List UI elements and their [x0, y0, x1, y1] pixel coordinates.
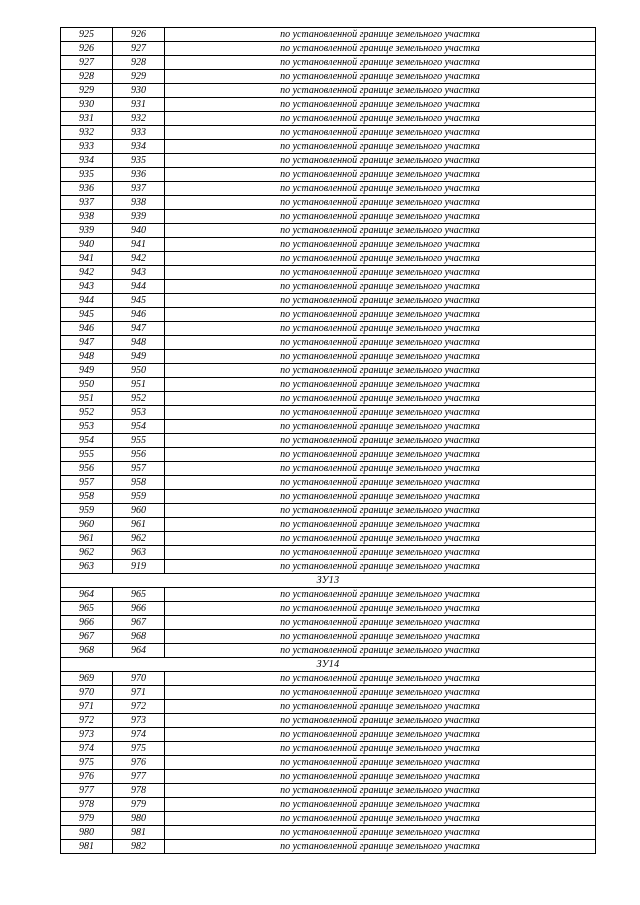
table-row — [61, 672, 596, 686]
table-row — [61, 616, 596, 630]
point-from-cell: 963 — [61, 560, 113, 574]
point-to-cell: 932 — [113, 112, 165, 126]
boundary-description-cell: по установленной границе земельного участка — [165, 812, 596, 826]
point-to-cell: 946 — [113, 308, 165, 322]
boundary-description-cell: по установленной границе земельного участка — [165, 490, 596, 504]
point-from-cell: 930 — [61, 98, 113, 112]
point-from-cell: 946 — [61, 322, 113, 336]
table-row — [61, 196, 596, 210]
table-row — [61, 224, 596, 238]
table-row — [61, 392, 596, 406]
boundary-description-cell: по установленной границе земельного участка — [165, 756, 596, 770]
boundary-description-cell: по установленной границе земельного участка — [165, 238, 596, 252]
boundary-description-cell: по установленной границе земельного участка — [165, 602, 596, 616]
point-from-cell: 979 — [61, 812, 113, 826]
point-to-cell: 971 — [113, 686, 165, 700]
point-to-cell: 978 — [113, 784, 165, 798]
table-row — [61, 154, 596, 168]
point-to-cell: 970 — [113, 672, 165, 686]
boundary-description-cell: по установленной границе земельного участка — [165, 462, 596, 476]
point-to-cell: 952 — [113, 392, 165, 406]
boundary-table — [60, 27, 596, 854]
table-row — [61, 532, 596, 546]
point-from-cell: 926 — [61, 42, 113, 56]
point-to-cell: 966 — [113, 602, 165, 616]
table-row — [61, 182, 596, 196]
boundary-description-cell: по установленной границе земельного участка — [165, 126, 596, 140]
boundary-description-cell: по установленной границе земельного участка — [165, 28, 596, 42]
point-from-cell: 928 — [61, 70, 113, 84]
boundary-description-cell: по установленной границе земельного участка — [165, 420, 596, 434]
point-to-cell: 933 — [113, 126, 165, 140]
point-from-cell: 941 — [61, 252, 113, 266]
point-from-cell: 957 — [61, 476, 113, 490]
point-from-cell: 929 — [61, 84, 113, 98]
boundary-description-cell: по установленной границе земельного участка — [165, 154, 596, 168]
boundary-description-cell: по установленной границе земельного участка — [165, 392, 596, 406]
boundary-description-cell: по установленной границе земельного участка — [165, 728, 596, 742]
table-row — [61, 504, 596, 518]
table-row — [61, 280, 596, 294]
boundary-description-cell: по установленной границе земельного участка — [165, 714, 596, 728]
point-to-cell: 937 — [113, 182, 165, 196]
table-row — [61, 210, 596, 224]
boundary-description-cell: по установленной границе земельного участка — [165, 182, 596, 196]
point-from-cell: 942 — [61, 266, 113, 280]
point-from-cell: 948 — [61, 350, 113, 364]
point-from-cell: 967 — [61, 630, 113, 644]
point-from-cell: 966 — [61, 616, 113, 630]
boundary-description-cell: по установленной границе земельного участка — [165, 616, 596, 630]
point-to-cell: 938 — [113, 196, 165, 210]
table-row — [61, 98, 596, 112]
table-row — [61, 840, 596, 854]
table-row — [61, 728, 596, 742]
point-from-cell: 925 — [61, 28, 113, 42]
boundary-description-cell: по установленной границе земельного участка — [165, 266, 596, 280]
table-row — [61, 168, 596, 182]
table-row — [61, 490, 596, 504]
point-to-cell: 957 — [113, 462, 165, 476]
table-row — [61, 826, 596, 840]
table-row — [61, 714, 596, 728]
boundary-description-cell: по установленной границе земельного участка — [165, 448, 596, 462]
point-to-cell: 958 — [113, 476, 165, 490]
point-from-cell: 961 — [61, 532, 113, 546]
boundary-description-cell: по установленной границе земельного участка — [165, 168, 596, 182]
point-to-cell: 944 — [113, 280, 165, 294]
point-to-cell: 955 — [113, 434, 165, 448]
boundary-description-cell: по установленной границе земельного участка — [165, 476, 596, 490]
table-row — [61, 546, 596, 560]
point-to-cell: 945 — [113, 294, 165, 308]
point-to-cell: 948 — [113, 336, 165, 350]
table-row — [61, 770, 596, 784]
section-title: ЗУ14 — [61, 658, 596, 672]
point-from-cell: 950 — [61, 378, 113, 392]
point-to-cell: 927 — [113, 42, 165, 56]
section-header-row — [61, 574, 596, 588]
point-from-cell: 945 — [61, 308, 113, 322]
table-row — [61, 364, 596, 378]
table-row — [61, 798, 596, 812]
boundary-description-cell: по установленной границе земельного участка — [165, 56, 596, 70]
point-from-cell: 951 — [61, 392, 113, 406]
point-from-cell: 940 — [61, 238, 113, 252]
point-from-cell: 978 — [61, 798, 113, 812]
boundary-description-cell: по установленной границе земельного участка — [165, 84, 596, 98]
table-row — [61, 420, 596, 434]
point-from-cell: 974 — [61, 742, 113, 756]
boundary-description-cell: по установленной границе земельного участка — [165, 112, 596, 126]
boundary-description-cell: по установленной границе земельного участка — [165, 224, 596, 238]
point-to-cell: 926 — [113, 28, 165, 42]
table-row — [61, 560, 596, 574]
table-row — [61, 462, 596, 476]
point-from-cell: 949 — [61, 364, 113, 378]
point-to-cell: 973 — [113, 714, 165, 728]
table-row — [61, 336, 596, 350]
table-row — [61, 28, 596, 42]
table-row — [61, 602, 596, 616]
table-row — [61, 644, 596, 658]
point-to-cell: 959 — [113, 490, 165, 504]
point-to-cell: 965 — [113, 588, 165, 602]
point-to-cell: 967 — [113, 616, 165, 630]
point-to-cell: 977 — [113, 770, 165, 784]
boundary-description-cell: по установленной границе земельного участка — [165, 798, 596, 812]
point-to-cell: 972 — [113, 700, 165, 714]
point-from-cell: 956 — [61, 462, 113, 476]
point-from-cell: 960 — [61, 518, 113, 532]
point-from-cell: 927 — [61, 56, 113, 70]
point-to-cell: 964 — [113, 644, 165, 658]
boundary-description-cell: по установленной границе земельного участка — [165, 644, 596, 658]
boundary-description-cell: по установленной границе земельного участка — [165, 826, 596, 840]
table-row — [61, 112, 596, 126]
point-to-cell: 929 — [113, 70, 165, 84]
table-row — [61, 588, 596, 602]
point-from-cell: 970 — [61, 686, 113, 700]
point-to-cell: 979 — [113, 798, 165, 812]
point-to-cell: 953 — [113, 406, 165, 420]
point-from-cell: 962 — [61, 546, 113, 560]
point-to-cell: 954 — [113, 420, 165, 434]
boundary-description-cell: по установленной границе земельного участка — [165, 630, 596, 644]
point-to-cell: 960 — [113, 504, 165, 518]
table-row — [61, 476, 596, 490]
table-row — [61, 700, 596, 714]
boundary-description-cell: по установленной границе земельного участка — [165, 518, 596, 532]
point-to-cell: 935 — [113, 154, 165, 168]
point-from-cell: 964 — [61, 588, 113, 602]
point-from-cell: 980 — [61, 826, 113, 840]
point-from-cell: 981 — [61, 840, 113, 854]
boundary-description-cell: по установленной границе земельного участка — [165, 140, 596, 154]
boundary-description-cell: по установленной границе земельного участка — [165, 378, 596, 392]
point-from-cell: 939 — [61, 224, 113, 238]
point-from-cell: 972 — [61, 714, 113, 728]
boundary-description-cell: по установленной границе земельного участка — [165, 686, 596, 700]
point-to-cell: 931 — [113, 98, 165, 112]
point-to-cell: 961 — [113, 518, 165, 532]
point-to-cell: 963 — [113, 546, 165, 560]
boundary-description-cell: по установленной границе земельного участка — [165, 588, 596, 602]
point-from-cell: 952 — [61, 406, 113, 420]
point-to-cell: 942 — [113, 252, 165, 266]
boundary-description-cell: по установленной границе земельного участка — [165, 70, 596, 84]
table-row — [61, 252, 596, 266]
table-row — [61, 266, 596, 280]
boundary-description-cell: по установленной границе земельного участка — [165, 840, 596, 854]
table-row — [61, 686, 596, 700]
point-to-cell: 936 — [113, 168, 165, 182]
boundary-description-cell: по установленной границе земельного участка — [165, 546, 596, 560]
table-row — [61, 322, 596, 336]
table-row — [61, 140, 596, 154]
table-row — [61, 448, 596, 462]
table-row — [61, 84, 596, 98]
point-to-cell: 981 — [113, 826, 165, 840]
point-from-cell: 953 — [61, 420, 113, 434]
point-from-cell: 934 — [61, 154, 113, 168]
table-row — [61, 434, 596, 448]
point-to-cell: 962 — [113, 532, 165, 546]
point-from-cell: 933 — [61, 140, 113, 154]
point-to-cell: 930 — [113, 84, 165, 98]
table-row — [61, 630, 596, 644]
point-from-cell: 958 — [61, 490, 113, 504]
point-from-cell: 944 — [61, 294, 113, 308]
point-from-cell: 947 — [61, 336, 113, 350]
point-to-cell: 975 — [113, 742, 165, 756]
point-from-cell: 968 — [61, 644, 113, 658]
point-to-cell: 956 — [113, 448, 165, 462]
boundary-description-cell: по установленной границе земельного участка — [165, 742, 596, 756]
point-to-cell: 976 — [113, 756, 165, 770]
point-from-cell: 977 — [61, 784, 113, 798]
point-from-cell: 959 — [61, 504, 113, 518]
point-to-cell: 943 — [113, 266, 165, 280]
point-to-cell: 947 — [113, 322, 165, 336]
boundary-description-cell: по установленной границе земельного участка — [165, 336, 596, 350]
boundary-description-cell: по установленной границе земельного участка — [165, 322, 596, 336]
point-to-cell: 949 — [113, 350, 165, 364]
boundary-description-cell: по установленной границе земельного участка — [165, 406, 596, 420]
table-row — [61, 742, 596, 756]
point-from-cell: 975 — [61, 756, 113, 770]
table-row — [61, 56, 596, 70]
table-row — [61, 238, 596, 252]
table-row — [61, 294, 596, 308]
point-to-cell: 950 — [113, 364, 165, 378]
point-from-cell: 931 — [61, 112, 113, 126]
point-to-cell: 980 — [113, 812, 165, 826]
point-from-cell: 943 — [61, 280, 113, 294]
point-from-cell: 971 — [61, 700, 113, 714]
point-to-cell: 939 — [113, 210, 165, 224]
point-from-cell: 936 — [61, 182, 113, 196]
boundary-description-cell: по установленной границе земельного участка — [165, 504, 596, 518]
table-row — [61, 406, 596, 420]
boundary-description-cell: по установленной границе земельного участка — [165, 784, 596, 798]
point-from-cell: 937 — [61, 196, 113, 210]
point-from-cell: 938 — [61, 210, 113, 224]
boundary-description-cell: по установленной границе земельного участка — [165, 196, 596, 210]
table-row — [61, 70, 596, 84]
point-to-cell: 934 — [113, 140, 165, 154]
point-from-cell: 965 — [61, 602, 113, 616]
point-to-cell: 968 — [113, 630, 165, 644]
point-from-cell: 932 — [61, 126, 113, 140]
boundary-description-cell: по установленной границе земельного участка — [165, 308, 596, 322]
boundary-description-cell: по установленной границе земельного участка — [165, 364, 596, 378]
point-from-cell: 969 — [61, 672, 113, 686]
point-from-cell: 955 — [61, 448, 113, 462]
boundary-description-cell: по установленной границе земельного участка — [165, 294, 596, 308]
section-title: ЗУ13 — [61, 574, 596, 588]
boundary-description-cell: по установленной границе земельного участка — [165, 434, 596, 448]
table-row — [61, 308, 596, 322]
point-to-cell: 982 — [113, 840, 165, 854]
point-to-cell: 919 — [113, 560, 165, 574]
table-row — [61, 812, 596, 826]
boundary-description-cell: по установленной границе земельного участка — [165, 672, 596, 686]
table-row — [61, 756, 596, 770]
table-row — [61, 518, 596, 532]
point-from-cell: 935 — [61, 168, 113, 182]
boundary-description-cell: по установленной границе земельного участка — [165, 280, 596, 294]
boundary-description-cell: по установленной границе земельного участка — [165, 98, 596, 112]
boundary-table-body — [61, 28, 596, 854]
point-to-cell: 974 — [113, 728, 165, 742]
point-from-cell: 976 — [61, 770, 113, 784]
boundary-description-cell: по установленной границе земельного участка — [165, 350, 596, 364]
table-row — [61, 42, 596, 56]
point-to-cell: 941 — [113, 238, 165, 252]
boundary-description-cell: по установленной границе земельного участка — [165, 700, 596, 714]
boundary-description-cell: по установленной границе земельного участка — [165, 210, 596, 224]
table-row — [61, 126, 596, 140]
table-row — [61, 378, 596, 392]
boundary-description-cell: по установленной границе земельного участка — [165, 560, 596, 574]
point-from-cell: 973 — [61, 728, 113, 742]
boundary-description-cell: по установленной границе земельного участка — [165, 42, 596, 56]
section-header-row — [61, 658, 596, 672]
point-from-cell: 954 — [61, 434, 113, 448]
boundary-description-cell: по установленной границе земельного участка — [165, 770, 596, 784]
boundary-description-cell: по установленной границе земельного участка — [165, 252, 596, 266]
table-row — [61, 784, 596, 798]
point-to-cell: 951 — [113, 378, 165, 392]
boundary-description-cell: по установленной границе земельного участка — [165, 532, 596, 546]
point-to-cell: 940 — [113, 224, 165, 238]
point-to-cell: 928 — [113, 56, 165, 70]
table-row — [61, 350, 596, 364]
